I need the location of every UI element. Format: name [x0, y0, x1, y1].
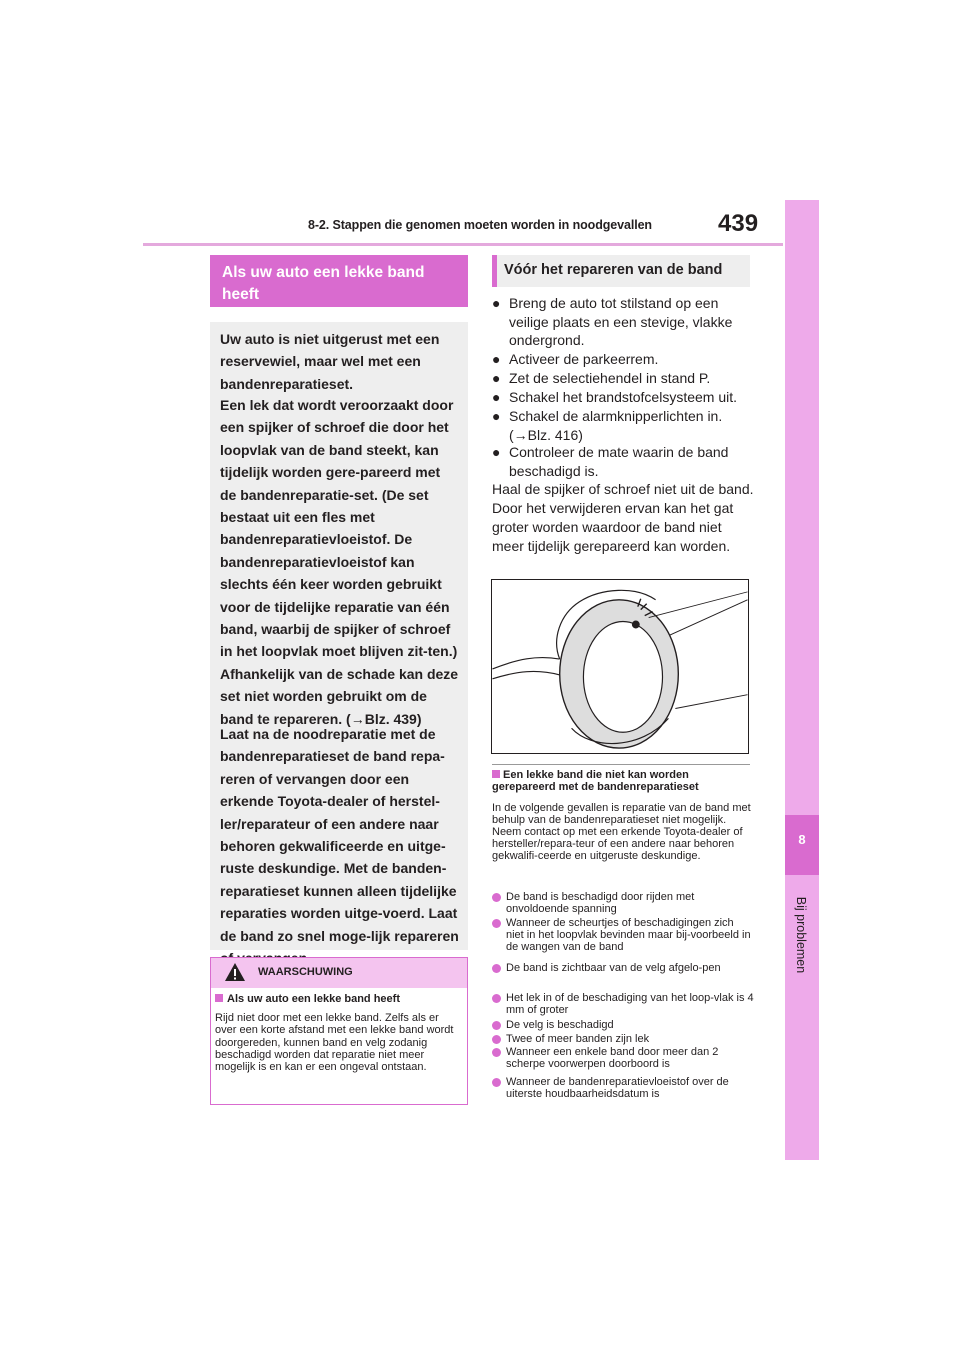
bullet-text: Controleer de mate waarin de band beschadigd is.	[509, 444, 729, 479]
bullet-item	[492, 388, 754, 407]
case-text: Wanneer de scheurtjes of beschadigingen zich niet in het loopvlak bevinden maar bij-voorbeeld in de wangen van de band	[506, 917, 751, 953]
bullet-item	[492, 294, 754, 350]
case-text: De band is zichtbaar van de velg afgelo-pen	[506, 962, 721, 974]
warning-body: Rijd niet door met een lekke band. Zelfs als er over een korte afstand met een lekke band wordt doorgereden, kunnen band en velg zodanig beschadigd worden dat reparatie niet meer mogelijk is en kan er een ongeval ontstaan.	[215, 1012, 454, 1074]
section-title: 8-2. Stappen die genomen moeten worden in noodgevallen	[308, 218, 652, 232]
warning-triangle-icon	[224, 962, 246, 982]
bullet-dot-icon: ●	[492, 389, 501, 405]
bullet-item	[492, 407, 754, 444]
bullet-text: Schakel de alarmknipperlichten in. (→Blz. 416)	[509, 408, 723, 443]
case-text: Wanneer de bandenreparatievloeistof over de uiterste houdbaarheidsdatum is	[506, 1076, 729, 1100]
bullet-dot-icon: ●	[492, 351, 501, 367]
circle-bullet-icon	[492, 994, 501, 1003]
case-item	[492, 993, 754, 1017]
circle-bullet-icon	[492, 919, 501, 928]
bullet-text: Zet de selectiehendel in stand P.	[509, 370, 711, 386]
left-paragraph-1: Uw auto is niet uitgerust met een reservewiel, maar wel met een bandenreparatieset.	[220, 331, 440, 392]
case-text: Twee of meer banden zijn lek	[506, 1033, 650, 1045]
subsection-rule	[492, 764, 750, 765]
header-rule	[143, 243, 783, 246]
case-item	[492, 918, 754, 954]
subsection-intro: In de volgende gevallen is reparatie van de band met behulp van de bandenreparatieset niet mogelijk. Neem contact op met een erkende Toyota-dealer of hersteller/repara-teur of een andere naar behoren gekwalifi-ceerde en uitgeruste deskundige.	[492, 802, 751, 862]
bullet-item	[492, 443, 754, 480]
right-paragraph: Haal de spijker of schroef niet uit de band. Door het verwijderen ervan kan het gat groter worden waardoor de band niet meer tijdelijk gerepareerd kan worden.	[492, 481, 754, 554]
square-bullet-icon	[215, 994, 223, 1002]
left-paragraph-3: Laat na de noodreparatie met de bandenreparatieset de band repa-reren of vervangen door een erkende Toyota-dealer of herstel-ler/reparateur of een andere naar behoren gekwalificeerde en uitge-ruste deskundige. Met de banden-reparatieset kunnen alleen tijdelijke reparaties worden uitge-voerd. Laat de band zo snel moge-lijk repareren	[220, 726, 459, 944]
bullet-dot-icon: ●	[492, 444, 501, 460]
circle-bullet-icon	[492, 1035, 501, 1044]
bullet-item	[492, 350, 754, 369]
case-text: De band is beschadigd door rijden met onvoldoende spanning	[506, 891, 695, 915]
case-text: Wanneer een enkele band door meer dan 2 scherpe voorwerpen doorboord is	[506, 1046, 719, 1070]
circle-bullet-icon	[492, 1021, 501, 1030]
subsection-heading-text: Een lekke band die niet kan worden gerepareerd met de bandenreparatieset	[492, 769, 699, 793]
left-title: Als uw auto een lekke band heeft	[222, 264, 425, 303]
bullet-text: Schakel het brandstofcelsysteem uit.	[509, 389, 738, 405]
page-number: 439	[718, 210, 759, 237]
case-item	[492, 963, 754, 975]
bullet-item	[492, 369, 754, 388]
bullet-text: Activeer de parkeerrem.	[509, 351, 659, 367]
circle-bullet-icon	[492, 1048, 501, 1057]
warning-title: WAARSCHUWING	[258, 966, 353, 978]
circle-bullet-icon	[492, 964, 501, 973]
warning-subtitle	[215, 993, 400, 1005]
case-item	[492, 892, 754, 916]
case-item	[492, 1020, 754, 1032]
case-text: De velg is beschadigd	[506, 1019, 614, 1031]
tire-puncture-illustration	[491, 579, 749, 754]
warning-subtitle-text: Als uw auto een lekke band heeft	[227, 993, 400, 1005]
bullet-dot-icon: ●	[492, 408, 501, 424]
bullet-dot-icon: ●	[492, 370, 501, 386]
bullet-text: Breng de auto tot stilstand op een veilige plaats en een stevige, vlakke ondergrond.	[509, 295, 733, 349]
chapter-label-wrap	[784, 880, 818, 990]
circle-bullet-icon	[492, 893, 501, 902]
case-item	[492, 1034, 754, 1046]
subsection-heading	[492, 769, 754, 793]
circle-bullet-icon	[492, 1078, 501, 1087]
chapter-label: Bij problemen	[794, 896, 808, 974]
case-item	[492, 1077, 754, 1101]
right-title: Vóór het repareren van de band	[504, 262, 723, 278]
case-item	[492, 1047, 754, 1071]
left-paragraph-2: Een lek dat wordt veroorzaakt door een spijker of schroef die door het loopvlak van de band steekt, kan tijdelijk worden gere-pareerd met de bandenreparatie-set. (De set bestaat uit een fles met bandenreparatievloeistof. De bandenreparatievloeistof kan slechts één keer worden gebruikt voor de tijdelijke reparatie van één band, waarbij de spijker of schroef in het loopvlak moet blijven zit-ten.) Afhankelijk van de schade kan deze set niet worden gebruikt om de band te repareren. (→Blz. 439)	[220, 397, 459, 727]
square-bullet-icon	[492, 770, 500, 778]
chapter-tab	[785, 200, 819, 1160]
chapter-number: 8	[798, 832, 806, 847]
case-text: Het lek in of de beschadiging van het loop-vlak is 4 mm of groter	[506, 992, 754, 1016]
bullet-dot-icon: ●	[492, 295, 501, 311]
